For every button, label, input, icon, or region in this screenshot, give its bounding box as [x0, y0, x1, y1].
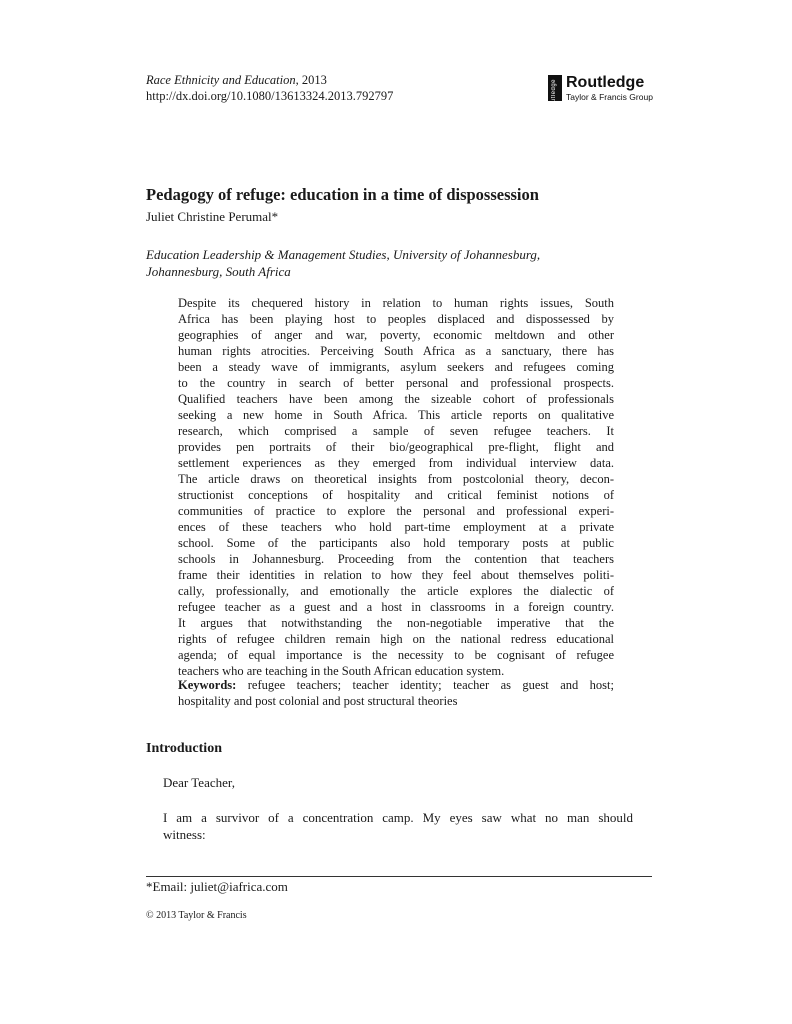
journal-name-line [146, 72, 393, 88]
abstract-line: been a steady wave of immigrants, asylum seekers and refugees coming [178, 360, 614, 374]
abstract-line: The article draws on theoretical insights from postcolonial theory, decon- [178, 472, 614, 486]
abstract-line: to the country in search of better personal and professional prospects. [178, 376, 614, 390]
abstract-line: Africa has been playing host to peoples displaced and dispossessed by [178, 312, 614, 326]
abstract-line: frame their identities in relation to how they feel about themselves politi- [178, 568, 614, 582]
letter-salutation: Dear Teacher, [163, 775, 235, 790]
routledge-logo-icon [548, 75, 562, 111]
abstract-line: provides pen portraits of their bio/geographical pre-flight, flight and [178, 440, 614, 454]
keywords-text: refugee teachers; teacher identity; teacher as guest and host; [236, 678, 614, 692]
abstract-line: ences of these teachers who hold part-time employment at a private [178, 520, 614, 534]
section-heading: Introduction [146, 741, 222, 756]
publisher-group: Taylor & Francis Group [566, 92, 653, 102]
copyright-notice: © 2013 Taylor & Francis [146, 910, 247, 921]
abstract [178, 295, 614, 679]
article-title: Pedagogy of refuge: education in a time of dispossession [146, 185, 539, 204]
abstract-line: It argues that notwithstanding the non-negotiable imperative that the [178, 616, 614, 630]
abstract-line: Despite its chequered history in relation to human rights issues, South [178, 296, 614, 310]
quote-line: witness: [163, 827, 206, 842]
abstract-line: research, which comprised a sample of seven refugee teachers. It [178, 424, 614, 438]
article-author: Juliet Christine Perumal* [146, 209, 279, 224]
keywords [178, 677, 614, 709]
doi-link[interactable]: http://dx.doi.org/10.1080/13613324.2013.792797 [146, 89, 394, 103]
author-email-footnote[interactable]: *Email: juliet@iafrica.com [146, 879, 288, 894]
publisher-name: Routledge [566, 74, 645, 91]
abstract-line: cally, professionally, and emotionally the article explores the dialectic of [178, 584, 614, 598]
abstract-line: agenda; of equal importance is the necessity to be cognisant of refugee [178, 648, 614, 662]
abstract-line: communities of practice to explore the personal and professional experi- [178, 504, 614, 518]
abstract-line: structionist conceptions of hospitality and critical feminist notions of [178, 488, 614, 502]
journal-year: , 2013 [295, 73, 327, 87]
abstract-line: school. Some of the participants also hold temporary posts at public [178, 536, 614, 550]
abstract-line: refugee teacher as a guest and a host in classrooms in a foreign country. [178, 600, 614, 614]
abstract-line: schools in Johannesburg. Proceeding from the contention that teachers [178, 552, 614, 566]
logo-mark-text: Routledge [551, 79, 557, 111]
abstract-line: geographies of anger and war, poverty, economic meltdown and other [178, 328, 614, 342]
abstract-line: Qualified teachers have been among the sizeable cohort of professionals [178, 392, 614, 406]
keywords-text: hospitality and post colonial and post structural theories [178, 694, 458, 708]
affiliation-line: Education Leadership & Management Studies, University of Johannesburg, [146, 247, 541, 262]
footnote-rule [146, 876, 652, 877]
abstract-line: settlement experiences as they emerged from individual interview data. [178, 456, 614, 470]
author-affiliation [146, 246, 616, 280]
abstract-line: teachers who are teaching in the South African education system. [178, 664, 505, 678]
keywords-label: Keywords: [178, 678, 237, 692]
abstract-line: seeking a new home in South Africa. This article reports on qualitative [178, 408, 614, 422]
journal-name: Race Ethnicity and Education [146, 73, 296, 87]
letter-quote [163, 809, 633, 843]
abstract-line: human rights atrocities. Perceiving South Africa as a sanctuary, there has [178, 344, 614, 358]
journal-citation [146, 72, 393, 104]
abstract-line: rights of refugee children remain high on the national redress educational [178, 632, 614, 646]
quote-line: I am a survivor of a concentration camp. My eyes saw what no man should [163, 810, 633, 825]
publisher-logo [548, 74, 658, 111]
affiliation-line: Johannesburg, South Africa [146, 264, 291, 279]
